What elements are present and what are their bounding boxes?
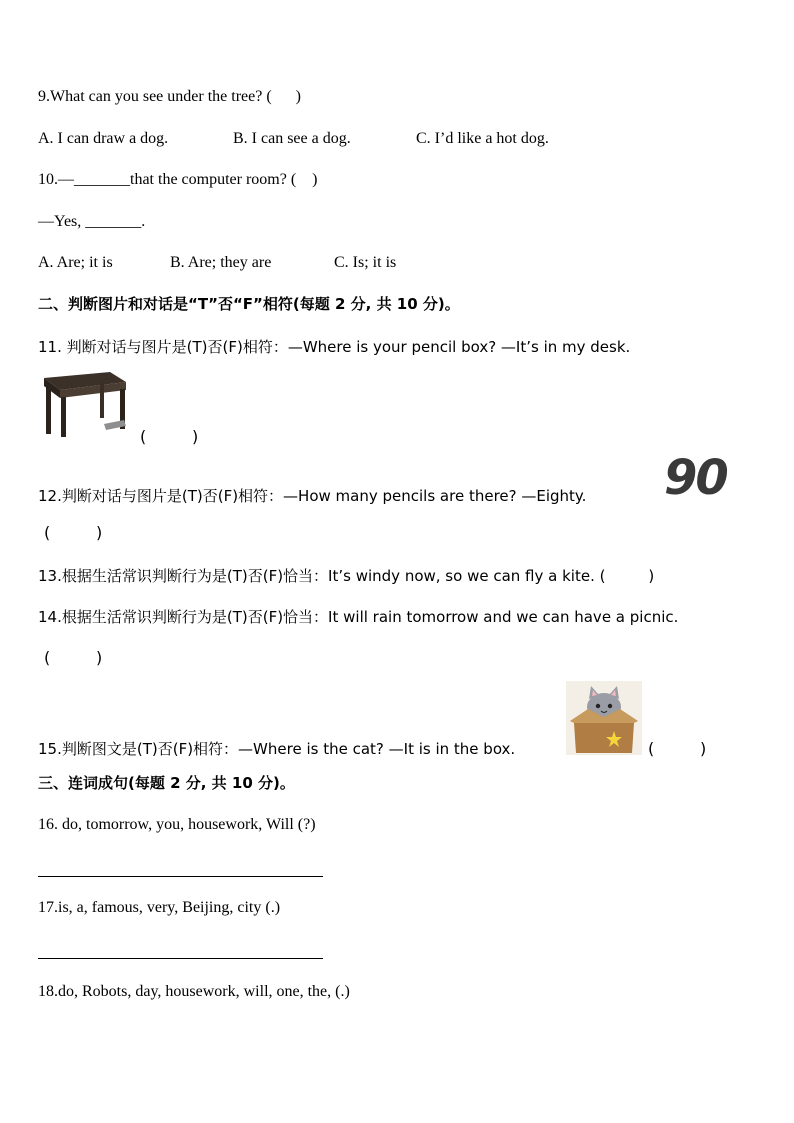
q10-option-b: B. Are; they are — [170, 254, 272, 271]
q18-text: 18.do, Robots, day, housework, will, one, the, (.) — [38, 983, 350, 1000]
q9-option-b: B. I can see a dog. — [233, 130, 351, 147]
q14-text: 14.根据生活常识判断行为是(T)否(F)恰当：It will rain tomorrow and we can have a picnic. — [38, 608, 679, 626]
q15-text: 15.判断图文是(T)否(F)相符：—Where is the cat? —It is in the box. — [38, 740, 516, 758]
q17-answer-line[interactable] — [38, 958, 323, 959]
q9-question: 9.What can you see under the tree? ( ) — [38, 88, 301, 105]
q10-option-a: A. Are; it is — [38, 254, 113, 271]
q11-text: 11. 判断对话与图片是(T)否(F)相符：—Where is your pencil box? —It’s in my desk. — [38, 338, 631, 356]
q15-answer-paren: ( ) — [648, 739, 707, 758]
section3-heading: 三、连词成句(每题 2 分, 共 10 分)。 — [38, 774, 295, 792]
q17-text: 17.is, a, famous, very, Beijing, city (.) — [38, 899, 281, 916]
q12-answer-paren: ( ) — [44, 523, 103, 542]
q12-text: 12.判断对话与图片是(T)否(F)相符：—How many pencils are there? —Eighty. — [38, 487, 587, 505]
section2-heading: 二、判断图片和对话是“T”否“F”相符(每题 2 分, 共 10 分)。 — [38, 295, 460, 313]
q10-answer-line: —Yes, _______. — [38, 213, 146, 230]
number-90-image — [664, 450, 734, 506]
q13-text: 13.根据生活常识判断行为是(T)否(F)恰当：It’s windy now, so we can fly a kite. ( ) — [38, 567, 655, 585]
q10-question: 10.—_______that the computer room? ( ) — [38, 171, 318, 188]
q9-option-c: C. I’d like a hot dog. — [416, 130, 549, 147]
number-90-label: 90 — [664, 450, 727, 506]
q10-option-c: C. Is; it is — [334, 254, 397, 271]
q16-answer-line[interactable] — [38, 876, 323, 877]
q14-answer-paren: ( ) — [44, 648, 103, 667]
desk-image — [40, 368, 128, 440]
cat-in-box-image — [566, 681, 642, 755]
q16-text: 16. do, tomorrow, you, housework, Will (?) — [38, 816, 316, 833]
q9-option-a: A. I can draw a dog. — [38, 130, 169, 147]
q11-answer-paren: ( ) — [140, 427, 199, 446]
